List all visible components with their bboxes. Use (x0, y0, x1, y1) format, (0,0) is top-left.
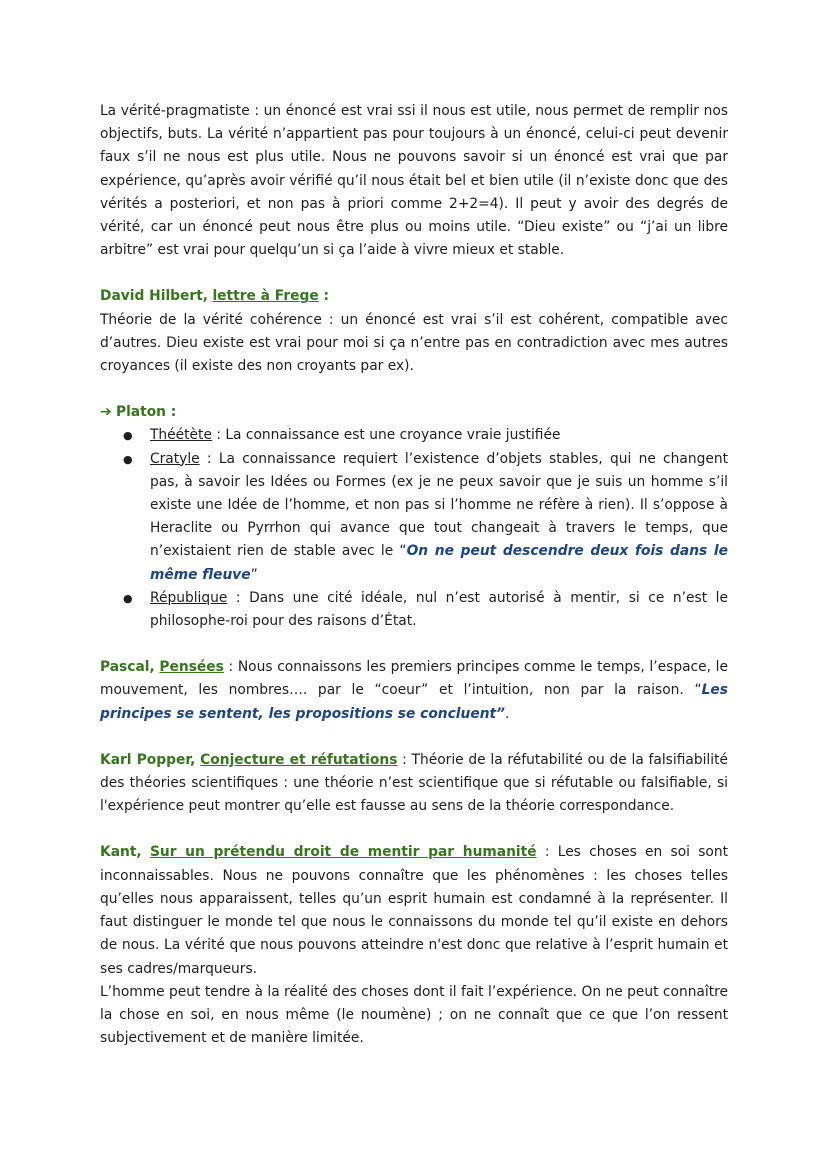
quote-pascal: Les principes se sentent, les propositions se concluent” (100, 682, 728, 722)
list-item-republique (100, 587, 728, 633)
work-theetete: Théétète (150, 427, 212, 444)
author-popper: Karl Popper, (100, 751, 196, 768)
pascal-text: : Nous connaissons les premiers principes comme le temps, l’espace, le mouvement, les nombres…. par le “coeur” et l’intuition, non par la raison. “ (100, 659, 728, 699)
kant-text: : Les choses en soi sont inconnaissables. Nous ne pouvons connaître que les phénomènes : les choses telles qu’elles nous apparaissent, telles qu’un esprit humain est condamné à la représenter. Il faut distinguer le monde tel que nous le connaissons du monde tel qu’il existe en dehors de nous. La vérité que nous pouvons atteindre n'est donc que relative à l’esprit humain et ses cadres/marqueurs. (100, 844, 729, 977)
theetete-text: : La connaissance est une croyance vraie justifiée (211, 427, 561, 444)
paragraph-pascal (100, 656, 728, 726)
work-conjecture-refutations: Conjecture et réfutations (200, 751, 398, 768)
list-item-theetete (100, 424, 728, 447)
quote-heraclite: On ne peut descendre deux fois dans le même fleuve (150, 543, 728, 583)
section-platon-heading (100, 401, 728, 424)
work-pensees: Pensées (159, 659, 224, 676)
section-hilbert-heading (100, 285, 728, 308)
author-kant: Kant, (100, 844, 142, 861)
work-cratyle: Cratyle (150, 450, 200, 467)
bullet-icon: ● (123, 452, 133, 466)
work-droit-de-mentir: Sur un prétendu droit de mentir par humanité (149, 844, 537, 861)
work-lettre-a-frege: lettre à Frege (212, 288, 319, 305)
paragraph-kant (100, 841, 728, 980)
pascal-period: . (505, 705, 510, 722)
bullet-icon: ● (123, 429, 133, 443)
paragraph-pragmatiste: La vérité-pragmatiste : un énoncé est vrai ssi il nous est utile, nous permet de remplir nos objectifs, buts. La vérité n’appartient pas pour toujours à un énoncé, celui-ci peut devenir faux s’il ne nous est plus utile. Nous ne pouvons savoir si un énoncé est vrai que par expérience, qu’après avoir vérifié qu’il nous était bel et bien utile (il n’existe donc que des vérités a posteriori, et non pas à priori comme 2+2=4). Il peut y avoir des degrés de vérité, car un énoncé peut nous être plus ou moins utile. “Dieu existe” ou “j’ai un libre arbitre” est vrai pour quelqu’un si ça l’aide à vivre mieux et stable. (100, 103, 728, 259)
republique-text: : Dans une cité idéale, nul n’est autorisé à mentir, si ce n’est le philosophe-roi pour des raisons d’État. (150, 589, 728, 630)
arrow-icon: ➔ (100, 404, 112, 421)
paragraph-hilbert: Théorie de la vérité cohérence : un énoncé est vrai s’il est cohérent, compatible avec d’autres. Dieu existe est vrai pour moi si ça n’entre pas en contradiction avec mes autres croyances (il existe des non croyants par ex). (100, 311, 728, 375)
hilbert-colon: : (318, 288, 330, 305)
cratyle-close-quote: ” (250, 566, 258, 583)
cratyle-text: : La connaissance requiert l’existence d’objets stables, qui ne changent pas, à savoir les Idées ou Formes (ex je ne peux savoir que je suis un homme s’il existe une Idée de l’homme, et non pas si l’homme ne réfère à rien). Il s’oppose à Heraclite ou Pyrrhon qui avance que tout changeait à travers le temps, que n’existaient rien de stable avec le “ (150, 450, 728, 560)
author-platon: Platon : (115, 404, 177, 421)
author-pascal: Pascal, (100, 659, 155, 676)
author-hilbert: David Hilbert, (100, 288, 209, 305)
list-item-cratyle (100, 448, 728, 587)
work-republique: République (150, 589, 228, 606)
paragraph-kant-2: L’homme peut tendre à la réalité des choses dont il fait l’expérience. On ne peut connaître la chose en soi, en nous même (le noumène) ; on ne connaît que ce que l’on ressent subjectivement et de manière limitée. (100, 983, 728, 1047)
paragraph-popper (100, 749, 728, 819)
bullet-icon: ● (123, 591, 133, 605)
platon-list (100, 424, 728, 633)
document-body (100, 100, 728, 1050)
popper-text: : Théorie de la réfutabilité ou de la falsifiabilité des théories scientifiques : une théorie n’est scientifique que si réfutable ou falsifiable, si l'expérience peut montrer qu’elle est fausse au sens de la théorie correspondance. (100, 751, 728, 815)
